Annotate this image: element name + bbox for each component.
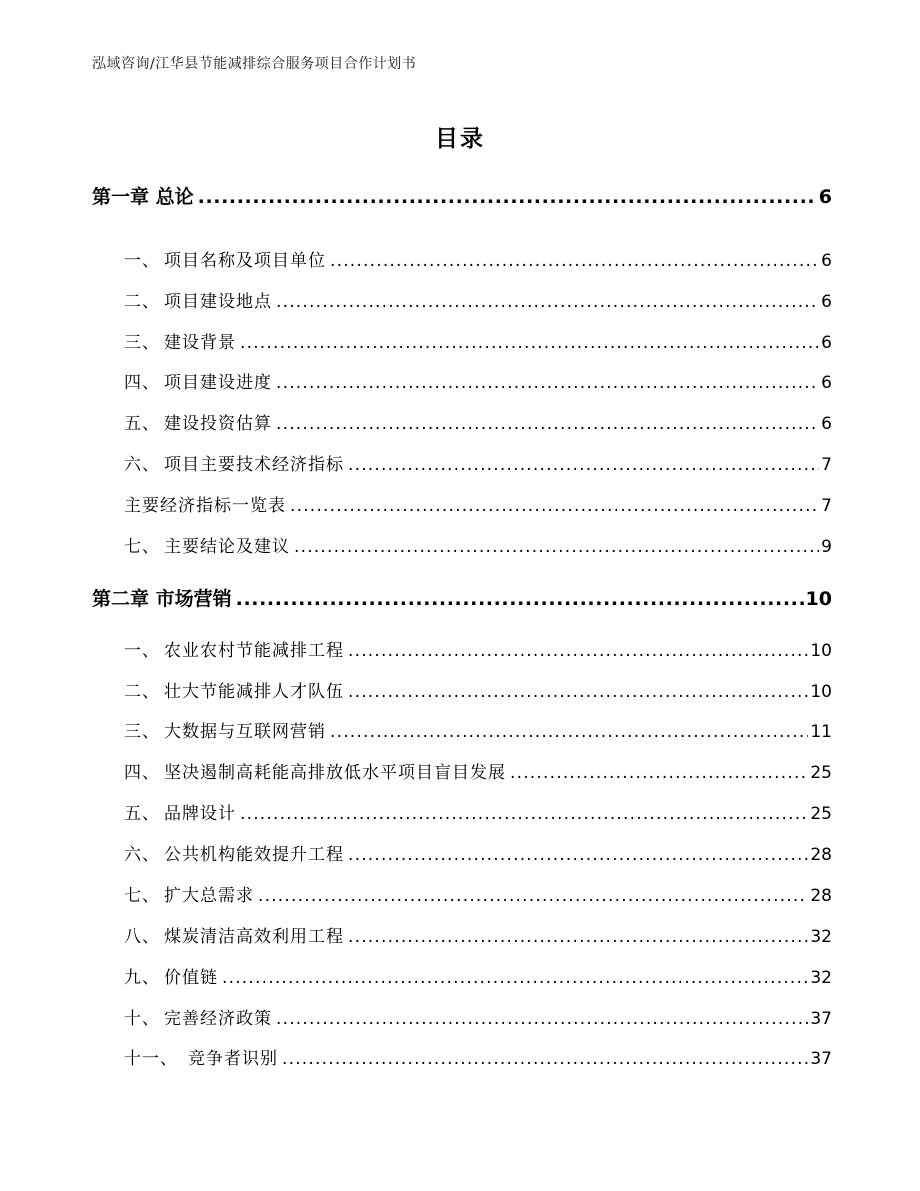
dot-leader [236, 588, 804, 610]
dot-leader [348, 927, 808, 947]
toc-section-entry[interactable] [92, 922, 832, 952]
toc-page-number: 9 [821, 537, 832, 557]
toc-entry-text: 建设投资估算 [164, 414, 272, 434]
dot-leader [330, 722, 808, 742]
dot-leader [222, 968, 808, 988]
toc-entry-number: 二、 [124, 292, 160, 312]
dot-leader [276, 1009, 808, 1029]
dot-leader [330, 251, 819, 271]
dot-leader [348, 455, 819, 475]
toc-entry-label [92, 328, 236, 353]
dot-leader [198, 186, 817, 208]
toc-page-number: 28 [810, 886, 832, 906]
toc-page-number: 37 [810, 1009, 832, 1029]
toc-section-entry[interactable] [92, 799, 832, 829]
dot-leader [348, 845, 808, 865]
toc-section-entry[interactable] [92, 1004, 832, 1034]
toc-entry-label [92, 881, 254, 906]
toc-entry-label [92, 368, 272, 393]
toc-page-number: 32 [810, 927, 832, 947]
toc-section-entry[interactable] [92, 532, 832, 562]
toc-entry-number: 八、 [124, 927, 160, 947]
toc-entry-text: 坚决遏制高耗能高排放低水平项目盲目发展 [164, 763, 506, 783]
toc-section-entry[interactable] [92, 717, 832, 747]
toc-entry-number: 六、 [124, 845, 160, 865]
toc-section-entry[interactable] [92, 840, 832, 870]
toc-entry-number: 九、 [124, 968, 160, 988]
toc-entry-number: 四、 [124, 763, 160, 783]
dot-leader [290, 496, 819, 516]
toc-entry-number: 二、 [124, 682, 160, 702]
toc-section-entry[interactable] [92, 758, 832, 788]
toc-chapter-entry[interactable] [92, 182, 832, 216]
toc-page-number: 37 [810, 1049, 832, 1069]
toc-page-number: 6 [821, 292, 832, 312]
toc-entry-label [92, 450, 344, 475]
toc-entry-text: 扩大总需求 [164, 886, 254, 906]
toc-page-number: 10 [810, 641, 832, 661]
toc-page-number: 6 [821, 333, 832, 353]
toc-section-entry[interactable] [92, 963, 832, 993]
toc-section-entry[interactable] [92, 409, 832, 439]
toc-entry-text: 建设背景 [164, 333, 236, 353]
toc-section-entry[interactable] [92, 1044, 832, 1074]
toc-entry-number: 五、 [124, 804, 160, 824]
toc-page-number: 6 [821, 373, 832, 393]
dot-leader [294, 537, 819, 557]
toc-entry-label [92, 799, 236, 824]
dot-leader [348, 682, 808, 702]
dot-leader [348, 641, 808, 661]
toc-entry-text: 主要经济指标一览表 [124, 496, 286, 516]
toc-page-number: 6 [821, 251, 832, 271]
toc-page-number: 7 [821, 455, 832, 475]
toc-entry-text: 品牌设计 [164, 804, 236, 824]
toc-section-entry[interactable] [92, 636, 832, 666]
toc-section-entry[interactable] [92, 450, 832, 480]
toc-section-entry[interactable] [92, 246, 832, 276]
toc-entry-label: 第一章 总论 [92, 186, 194, 208]
toc-entry-number: 十一、 [124, 1049, 178, 1069]
toc-chapter-entry[interactable] [92, 584, 832, 618]
toc-entry-number: 三、 [124, 722, 160, 742]
toc-entry-label [92, 246, 326, 271]
toc-title: 目录 [435, 126, 485, 152]
running-header: 泓域咨询/江华县节能减排综合服务项目合作计划书 [92, 56, 417, 72]
dot-leader [282, 1049, 808, 1069]
toc-entry-label [92, 677, 344, 702]
toc-entry-label [92, 636, 344, 661]
toc-entry-label [92, 409, 272, 434]
toc-section-entry[interactable] [92, 287, 832, 317]
dot-leader [240, 333, 819, 353]
toc-page-number: 11 [810, 722, 832, 742]
toc-page-number: 6 [818, 186, 832, 208]
toc-section-entry[interactable] [92, 368, 832, 398]
toc-entry-text: 主要结论及建议 [164, 537, 290, 557]
toc-entry-label [92, 287, 272, 312]
toc-entry-text: 公共机构能效提升工程 [164, 845, 344, 865]
toc-entry-label [92, 491, 286, 516]
toc-entry-text: 项目建设地点 [164, 292, 272, 312]
toc-entry-text: 壮大节能减排人才队伍 [164, 682, 344, 702]
toc-entry-text: 价值链 [164, 968, 218, 988]
dot-leader [240, 804, 808, 824]
toc-entry-number: 六、 [124, 455, 160, 475]
toc-section-entry[interactable] [92, 677, 832, 707]
toc-entry-label [92, 532, 290, 557]
toc-entry-number: 七、 [124, 537, 160, 557]
toc-entry-label [92, 963, 218, 988]
toc-page-number: 32 [810, 968, 832, 988]
dot-leader [258, 886, 808, 906]
dot-leader [276, 292, 819, 312]
dot-leader [276, 414, 819, 434]
toc-page-number: 28 [810, 845, 832, 865]
toc-page-number: 25 [810, 804, 832, 824]
toc-entry-text: 农业农村节能减排工程 [164, 641, 344, 661]
toc-page-number: 10 [805, 588, 832, 610]
toc-page-number: 7 [821, 496, 832, 516]
toc-entry-text: 竞争者识别 [188, 1049, 278, 1069]
toc-entry-label [92, 922, 344, 947]
toc-entry-number: 十、 [124, 1009, 160, 1029]
toc-section-entry[interactable] [92, 491, 832, 521]
toc-entry-number: 一、 [124, 641, 160, 661]
toc-entry-text: 项目主要技术经济指标 [164, 455, 344, 475]
toc-page-number: 10 [810, 682, 832, 702]
toc-entry-text: 煤炭清洁高效利用工程 [164, 927, 344, 947]
dot-leader [276, 373, 819, 393]
toc-entry-number: 一、 [124, 251, 160, 271]
toc-page-number: 6 [821, 414, 832, 434]
toc-page-number: 25 [810, 763, 832, 783]
toc-entry-label [92, 758, 506, 783]
toc-entry-text: 完善经济政策 [164, 1009, 272, 1029]
toc-entry-text: 项目建设进度 [164, 373, 272, 393]
toc-entry-number: 五、 [124, 414, 160, 434]
toc-section-entry[interactable] [92, 881, 832, 911]
toc-entry-label [92, 1004, 272, 1029]
toc-entry-label [92, 717, 326, 742]
toc-entry-number: 三、 [124, 333, 160, 353]
toc-entry-label: 第二章 市场营销 [92, 588, 232, 610]
toc-entry-number: 七、 [124, 886, 160, 906]
toc-entry-label [92, 1044, 278, 1069]
toc-entry-label [92, 840, 344, 865]
toc-section-entry[interactable] [92, 328, 832, 358]
dot-leader [510, 763, 808, 783]
toc-entry-text: 项目名称及项目单位 [164, 251, 326, 271]
toc-entry-number: 四、 [124, 373, 160, 393]
toc-entry-text: 大数据与互联网营销 [164, 722, 326, 742]
